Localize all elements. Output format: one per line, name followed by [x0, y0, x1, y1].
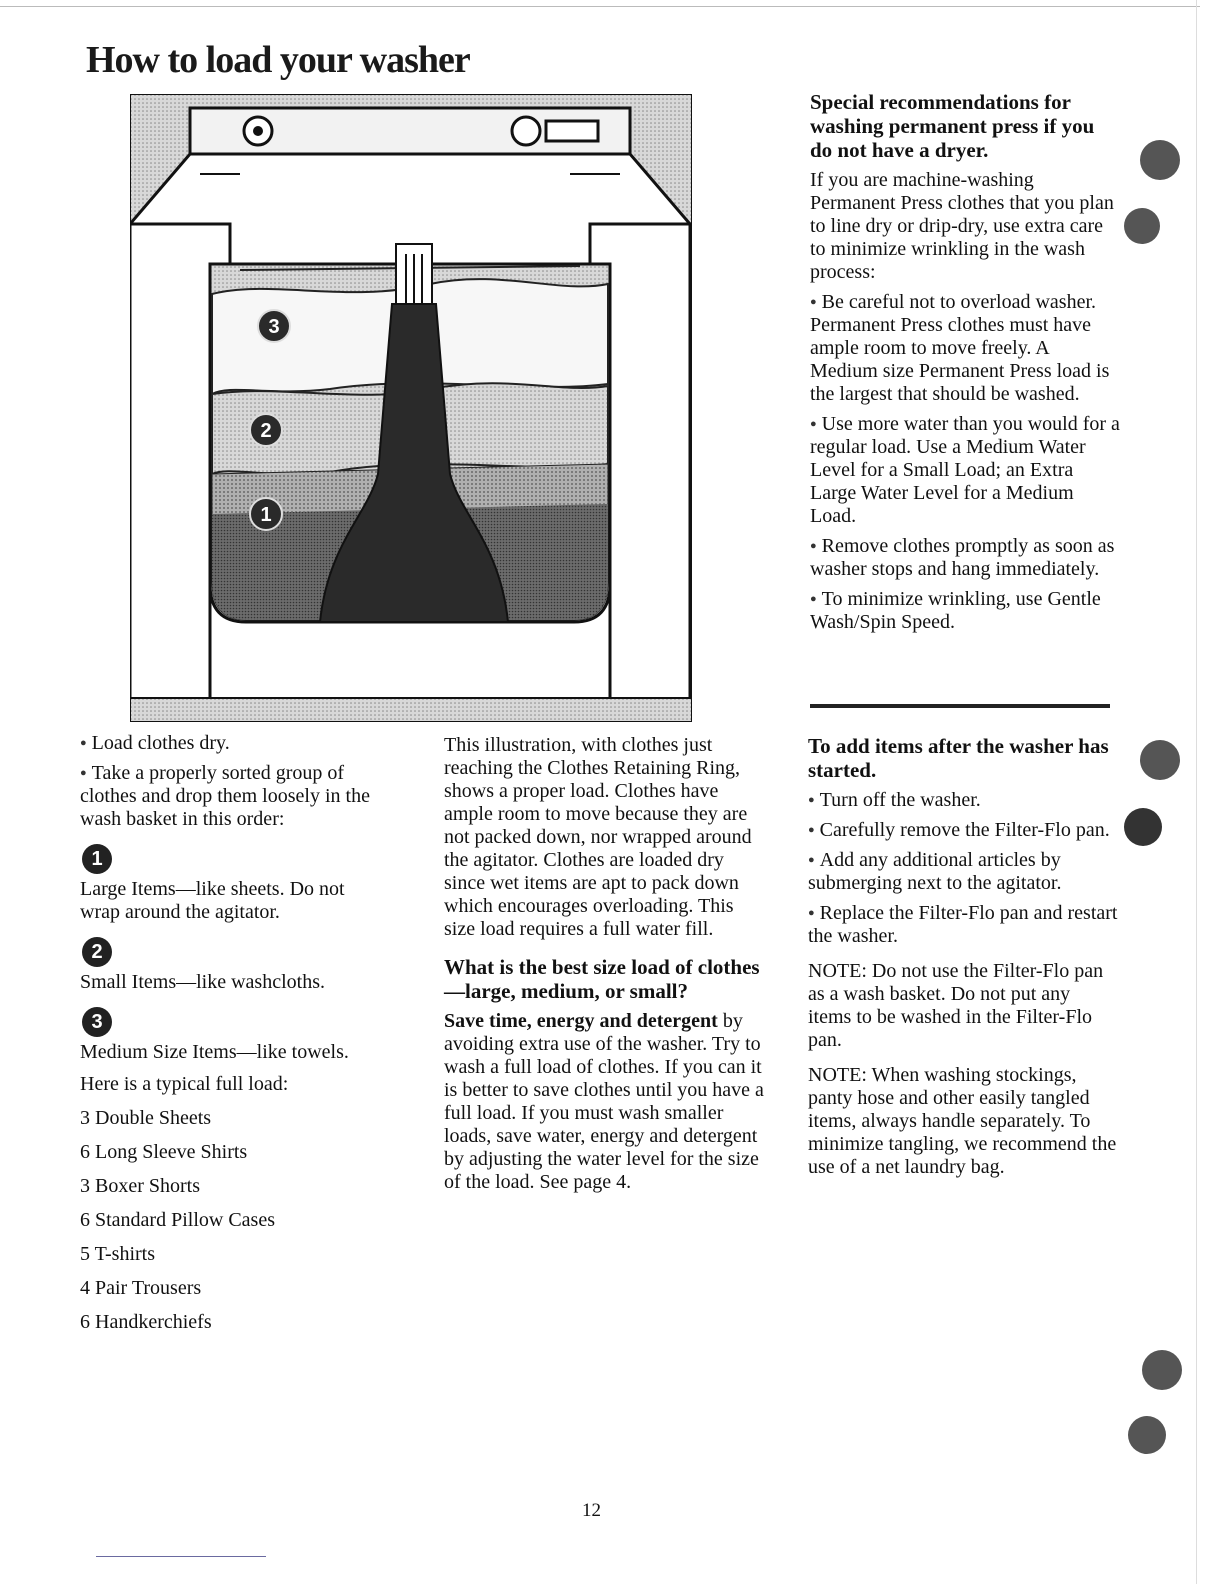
list-item: ● Use more water than you would for a regular load. Use a Medium Water Level for a Small Load; an Extra Large Water Level for a Medium Load. [810, 413, 1120, 528]
bullet-sorted-group: ● Take a properly sorted group of clothes and drop them loosely in the wash basket in this order: [80, 762, 380, 831]
figure-label-1: 1 [260, 504, 272, 526]
illustration-paragraph: This illustration, with clothes just reaching the Clothes Retaining Ring, shows a proper load. Clothes have ample room to move because they are not packed down, nor wrapped around the agitator. Clothes are loaded dry since wet items are apt to pack down which encourages overloading. This size load requires a full water fill. [444, 734, 752, 940]
note-stockings: NOTE: When washing stockings, panty hose and other easily tangled items, always handle separately. To minimize tangling, we recommend the use of a net laundry bag. [808, 1064, 1117, 1178]
list-item: ● Carefully remove the Filter-Flo pan. [808, 819, 1118, 842]
list-item: ● Add any additional articles by submerging next to the agitator. [808, 849, 1118, 895]
typical-load-intro: Here is a typical full load: [80, 1073, 289, 1095]
list-item: 6 Handkerchiefs [80, 1311, 212, 1333]
list-item: 4 Pair Trousers [80, 1277, 202, 1299]
punch-hole-icon [1140, 140, 1180, 180]
best-size-answer [444, 1010, 764, 1194]
knob-right-icon [512, 117, 540, 145]
section-divider [810, 704, 1110, 708]
list-item: ● Be careful not to overload washer. Permanent Press clothes must have ample room to move freely. A Medium size Permanent Press load is the largest that should be washed. [810, 291, 1120, 406]
page-number: 12 [582, 1500, 601, 1521]
punch-hole-icon [1124, 808, 1162, 846]
figure-label-2: 2 [260, 420, 272, 442]
best-size-rest: by avoiding extra use of the washer. Try to wash a full load of clothes. If you can it is better to save clothes until you have a full load. If you must wash smaller loads, save water, energy and detergent by adjusting the water level for the size of the load. See page 4. [444, 1010, 764, 1193]
bullet-load-dry: ● Load clothes dry. [80, 732, 380, 755]
special-heading: Special recommendations for washing permanent press if you do not have a dryer. [810, 90, 1095, 162]
special-recommendations [810, 90, 1120, 641]
list-item: ● Turn off the washer. [808, 789, 1118, 812]
figure-label-3: 3 [268, 316, 280, 338]
punch-hole-icon [1140, 740, 1180, 780]
step-3-text: Medium Size Items—like towels. [80, 1041, 349, 1063]
step-1-badge: 1 [82, 844, 112, 874]
best-size-question: What is the best size load of clothes—large, medium, or small? [444, 955, 760, 1003]
step-2-badge: 2 [82, 937, 112, 967]
page-title: How to load your washer [86, 39, 470, 81]
list-item: ● Remove clothes promptly as soon as washer stops and hang immediately. [810, 535, 1120, 581]
list-item: 3 Boxer Shorts [80, 1175, 200, 1197]
list-item: 5 T-shirts [80, 1243, 156, 1265]
bottom-scan-line [96, 1556, 266, 1557]
add-items-heading: To add items after the washer has started. [808, 734, 1109, 782]
save-lead: Save time, energy and detergent [444, 1010, 718, 1032]
list-item: ● Replace the Filter-Flo pan and restart the washer. [808, 902, 1118, 948]
middle-column [444, 734, 764, 1201]
top-scan-line [0, 6, 1200, 7]
list-item: 6 Standard Pillow Cases [80, 1209, 275, 1231]
note-filter-flo: NOTE: Do not use the Filter-Flo pan as a wash basket. Do not put any items to be washed in the Filter-Flo pan. [808, 960, 1104, 1051]
list-item: ● To minimize wrinkling, use Gentle Wash/Spin Speed. [810, 588, 1120, 634]
step-3-badge: 3 [82, 1007, 112, 1037]
punch-hole-icon [1128, 1416, 1166, 1454]
step-1-text: Large Items—like sheets. Do not wrap around the agitator. [80, 878, 345, 923]
left-column [80, 732, 380, 1343]
list-item: 6 Long Sleeve Shirts [80, 1141, 248, 1163]
punch-hole-icon [1142, 1350, 1182, 1390]
right-scan-edge [1196, 0, 1197, 1584]
punch-hole-icon [1124, 208, 1160, 244]
washer-illustration [130, 94, 692, 722]
step-2-text: Small Items—like washcloths. [80, 971, 325, 993]
add-items-section [808, 734, 1118, 1186]
special-intro: If you are machine-washing Permanent Press clothes that you plan to line dry or drip-dry, use extra care to minimize wrinkling in the wash process: [810, 169, 1114, 283]
list-item: 3 Double Sheets [80, 1107, 212, 1129]
